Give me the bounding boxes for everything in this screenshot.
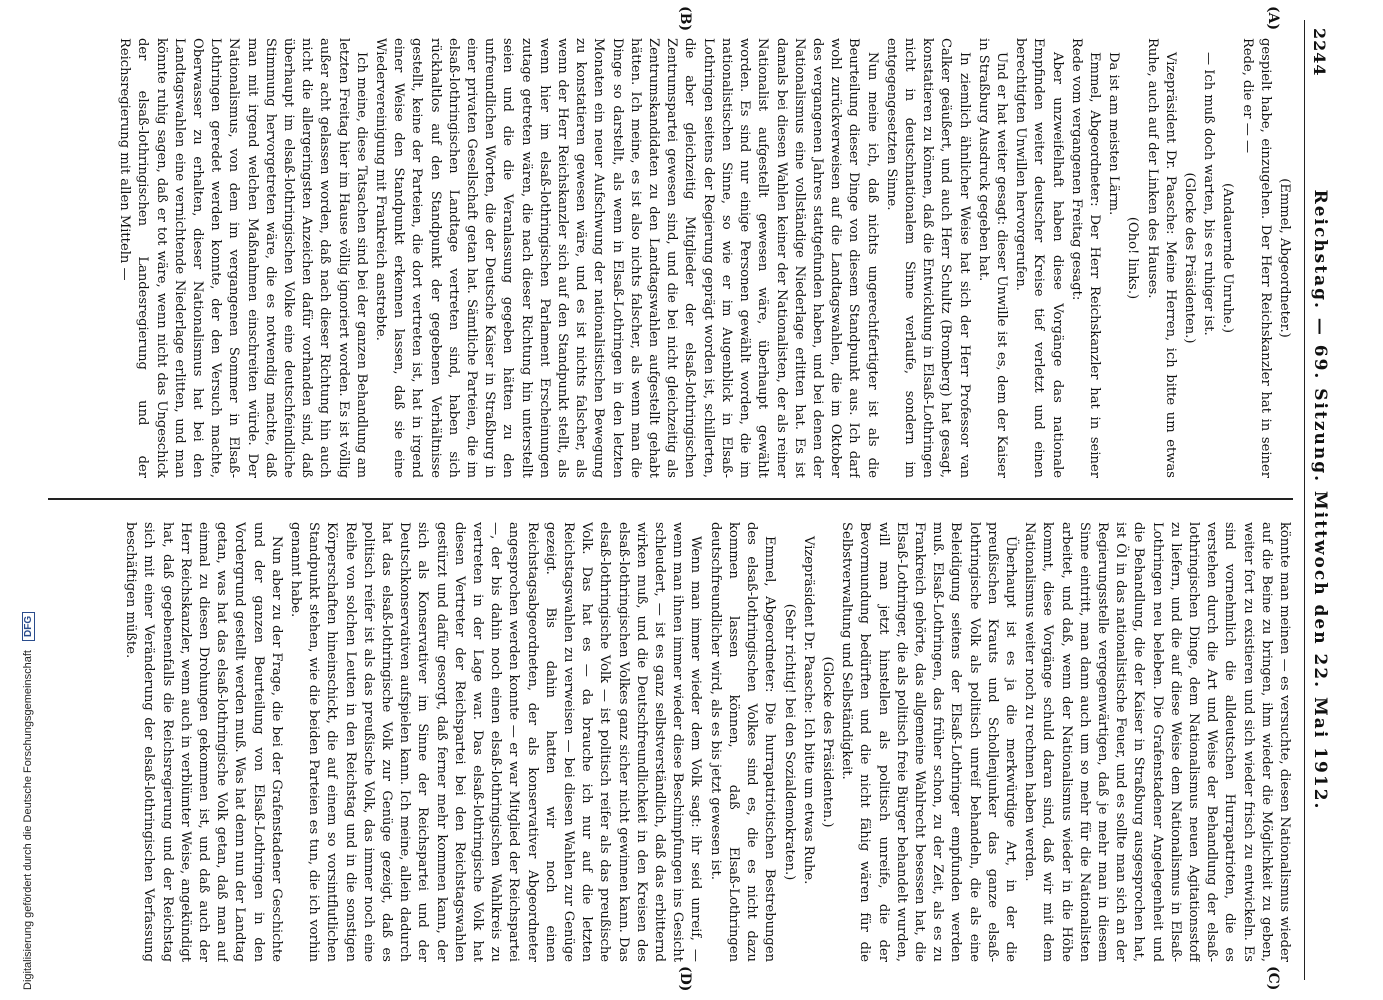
right-column: [48, 522, 1293, 962]
paragraph: — Ich muß doch warten, bis es ruhiger ist.: [1201, 52, 1217, 336]
paragraph: gespielt habe, einzugehen. Der Herr Reichskanzler hat in seiner Rede, die er — —: [1239, 38, 1273, 478]
paragraph: Da ist am meisten Lärm.: [1106, 52, 1122, 216]
paragraph: (Oho! links.): [1125, 216, 1141, 300]
margin-letter-c: (C): [1265, 966, 1281, 991]
paragraph: (Emmel, Abgeordneter.): [1277, 178, 1292, 338]
paragraph: Vizepräsident Dr. Paasche: Ich bitte um etwas Ruhe.: [800, 536, 816, 885]
paragraph: Nun aber zu der Frage, die bei der Grafenstadener Geschichte und der ganzen Beurteilung von Elsaß-Lothringen in den Vordergrund gestellt werden muß. Was hat denn nun der Landtag getan, was hat das elsaß-lothringische Volk getan, daß man auf einmal zu diesen Drohungen gekommen ist, und daß auch der Herr Reichskanzler, wenn auch in verblümter Weise, angekündigt hat, daß gegebenenfalls die Reichsregierung und der Reichstag sich mit einer Veränderung der elsaß-lothringischen Verfassung beschäftigen müßte.: [123, 522, 284, 962]
paragraph: Emmel, Abgeordneter: Die hurrapatriotischen Bestrebungen des elsaß-lothringischen Volkes sind es, die es nicht dazu kommen lassen können, daß Elsaß-Lothringen deutschfreundlicher wird, als es bis jetzt gewesen ist.: [707, 522, 778, 962]
page-title: Reichstag. — 69. Sitzung. Mittwoch den 22. Mai 1912.: [1310, 189, 1330, 811]
digitization-credit: [22, 612, 35, 990]
dfg-logo: DFG: [22, 612, 35, 641]
paragraph: Nun meine ich, daß nichts ungerechtfertigter ist als die Beurteilung dieser Dinge von diesem Standpunkt aus. Ich darf wohl zurückverweisen auf die Landtagswahlen, die im Oktober des vergangenen Jahres stattgefunden haben, und bei denen der Nationalismus eine vollständige Niederlage erlitten hat. Es ist damals bei diesen Wahlen keiner der Nationalisten, der als reiner Nationalist aufgestellt gewesen wäre, überhaupt gewählt worden. Es sind nur einige Personen gewählt worden, die im nationalistischen Sinne, so wie er im Augenblick in Elsaß-Lothringen seitens der Regierung geprägt worden ist, schillerten, die aber gleichzeitig Mitglieder der elsaß-lothringischen Zentrumspartei gewesen sind, und die bei nicht gleichzeitig als Zentrumskandidaten zu den Landtagswahlen aufgestellt gehabt hätten. Ich meine, es ist also nichts falscher, als wenn man die Dinge so darstellt, als wenn in Elsaß-Lothringen in den letzten Monaten ein neuer Aufschwung der nationalistischen Bewegung zu konstatieren gewesen wäre, und es ist nichts falscher, als wenn der Herr Reichskanzler sich auf den Standpunkt stellt, als wenn hier im elsaß-lothringischen Parlament Erscheinungen zutage getreten wären, die nach dieser Richtung hin unterstellt seien und die die Veranlassung gegeben hätten zu den unfreundlichen Worten, die der Deutsche Kaiser in Straßburg in einer privaten Gesellschaft getan hat. Sämtliche Parteien, die im elsaß-lothringischen Landtage vertreten sind, haben sich rückhaltlos auf den Standpunkt der gegebenen Verhältnisse gestellt, keine der Parteien, die dort vertreten ist, hat in irgend einer Weise den Standpunkt erkennen lassen, daß sie eine Wiedervereinigung mit Frankreich anstrebte.: [373, 38, 880, 478]
paragraph: (Sehr richtig! bei den Sozialdemokraten.): [781, 603, 797, 881]
paragraph: Wenn man immer wieder dem Volk sagt: ihr seid unreif, — wenn man ihnen immer wieder diese Beschimpfungen ins Gesicht schleudert, — ist es ganz selbstverständlich, daß das erbitternd wirken muß, und die Deutschfreundlichkeit in den Kreisen des elsaß-lothringischen Volkes ganz sicher nicht gewinnen kann. Das elsaß-lothringische Volk — ist politisch reifer als das preußische Volk. Das hat es — da brauche ich nur auf die letzten Reichstagswahlen zu verweisen — bei diesen Wahlen zur Genüge gezeigt. Bis dahin hatten wir noch einen Reichstagsabgeordneten, der als konservativer Abgeordneter angesprochen werden konnte — er war Mitglied der Reichspartei —, der bis dahin noch einen elsaß-lothringischen Wahlkreis zu vertreten in der Lage war. Das elsaß-lothringische Volk hat diesen Vertreter der Reichspartei bei den Reichstagswahlen gestürzt und dafür gesorgt, daß ferner mehr kommen kann, der sich als Konservativer im Sinne der Reichspartei und der Deutschkonservativen aufspielen kann. Ich meine, allein dadurch hat das elsaß-lothringische Volk zur Genüge gezeigt, daß es politisch reifer ist als das preußische Volk, das immer noch eine Reihe von solchen Leuten in den Reichstag und in die sonstigen Körperschaften hineinschickt, die auf einem so vorsintflutlichen Standpunkt stehen, wie die beiden Parteien es tun, die ich vorhin genannt habe.: [288, 522, 704, 962]
paragraph: Vizepräsident Dr. Paasche: Meine Herren, ich bitte um etwas Ruhe, auch auf der Linken des Hauses.: [1144, 38, 1178, 478]
paragraph: Emmel, Abgeordneter: Der Herr Reichskanzler hat in seiner Rede vom vergangenen Freitag gesagt:: [1068, 38, 1102, 478]
page-header: [1304, 20, 1333, 980]
paragraph: könnte man meinen — es versuchte, diesen Nationalismus wieder auf die Beine zu bringen, ihm wieder die Möglichkeit zu geben, weiter fort zu existieren und sich wieder frisch zu entwickeln. Es sind vornehmlich die alldeutschen Hurrapatrioten, die es verstehen durch die Art und Weise der Behandlung der elsaß-lothringischen Dinge, dem Nationalismus neuen Agitationsstoff zu liefern, und die auf diese Weise dem Nationalismus in Elsaß-Lothringen neu beleben. Die Grafenstadener Angelegenheit und die Behandlung, die der Kaiser in Straßburg ausgesprochen hat, ist Öl in das nationalistische Feuer, und es sollte man sich an der Regierungsstelle vergegenwärtigen, daß je mehr man in diesem Sinne eintritt, man dann auch um so mehr für die Nationalisten arbeitet, und daß, wenn der Nationalismus wieder in die Höhe kommt, diese Vorgänge schuld daran sind, daß wir mit dem Nationalismus weiter noch zu rechnen haben werden.: [1022, 522, 1292, 962]
paragraph: In ziemlich ähnlicher Weise hat sich der Herr Professor van Calker geäußert, und auch Herr Schultz (Bromberg) hat gesagt, konstatieren zu können, daß die Entwicklung in Elsaß-Lothringen nicht in deutschnationalem Sinne verlaufe, sondern im entgegengesetzten Sinne.: [883, 38, 972, 478]
paragraph: Überhaupt ist es ja die merkwürdige Art, in der die preußischen Krauts und Schollenjunker das ganze elsaß-lothringische Volk als politisch unreif behandeln, die als eine Beleidigung seitens der Elsaß-Lothringer empfunden werden muß. Elsaß-Lothringen, das früher schon, zu der Zeit, als es zu Frankreich gehörte, das allgemeine Wahlrecht besessen hat, die Elsaß-Lothringer, die als politisch freie Bürger behandelt wurden, will man jetzt hinstellen als politisch unreife, die der Bevormundung bedürften und die nicht fähig wären für die Selbstverwaltung und Selbständigkeit.: [839, 522, 1018, 962]
paragraph: (Glocke des Präsidenten.): [1181, 172, 1197, 344]
page-number: 2244: [1310, 28, 1329, 77]
column-divider: [48, 498, 1293, 500]
margin-letter-b: (B): [677, 6, 693, 32]
left-column: [48, 38, 1293, 478]
margin-letter-a: (A): [1265, 6, 1281, 31]
paragraph: (Glocke des Präsidenten.): [819, 656, 835, 828]
margin-letter-d: (D): [677, 966, 693, 992]
paragraph: Aber unzweifelhaft haben diese Vorgänge das nationale Empfinden weiter deutscher Kreise tief verletzt und einen berechtigten Unwillen hervorgerufen.: [1013, 38, 1065, 478]
paragraph: Ich meine, diese Tatsachen sind bei der ganzen Behandlung am letzten Freitag hier im Hause völlig ignoriert worden. Es ist völlig außer acht gelassen worden, daß nach dieser Richtung hin auch nicht die allergeringsten Anzeichen dafür vorhanden sind, daß überhaupt im elsaß-lothringischen Volke eine deutschfeindliche Stimmung hervorgetreten wäre, die es notwendig machte, daß man mit irgend welchen Maßnahmen einschreiten würde. Der Nationalismus, von dem im vergangenen Sommer in Elsaß-Lothringen geredet werden konnte, der den Versuch machte, Oberwasser zu erhalten, dieser Nationalismus hat bei den Landtagswahlen eine vernichtende Niederlage erlitten, und man könnte ruhig sagen, daß er tot wäre, wenn nicht das Ungeschick der elsaß-lothringischen Landesregierung und der Reichsregierung mit allen Mitteln —: [117, 38, 369, 478]
paragraph: Und er hat weiter gesagt: dieser Unwille ist es, dem der Kaiser in Straßburg Ausdruck gegeben hat.: [975, 38, 1009, 478]
scanned-page: [33, 6, 1333, 992]
paragraph: (Andauernde Unruhe.): [1220, 183, 1236, 333]
credit-text: Digitalisierung gefördert durch die Deutsche Forschungsgemeinschaft: [22, 650, 34, 990]
